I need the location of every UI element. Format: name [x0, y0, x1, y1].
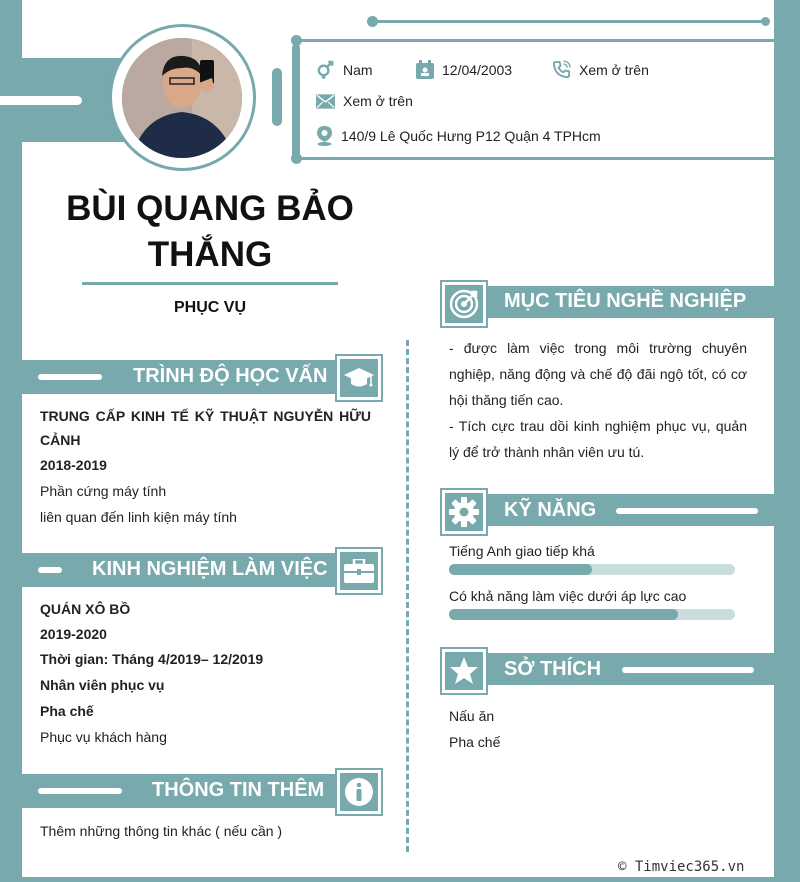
top-line — [372, 20, 766, 23]
contact-gender — [316, 60, 373, 79]
skill-label-2: Có khả năng làm việc dưới áp lực cao — [449, 588, 687, 604]
contact-email — [316, 93, 413, 109]
contact-bottom-line — [296, 157, 774, 160]
calendar-icon — [416, 60, 434, 79]
education-heading: TRÌNH ĐỘ HỌC VẤN — [133, 365, 328, 387]
contact-phone — [552, 60, 649, 79]
contact-side-bar — [292, 44, 300, 158]
education-school: TRUNG CẤP KINH TẾ KỸ THUẬT NGUYỄN HỮU CẢNH — [40, 408, 371, 448]
education-content — [40, 404, 371, 530]
skill-bar-fill-2 — [449, 609, 678, 620]
experience-role-1: Nhân viên phục vụ — [40, 677, 165, 693]
experience-role-2: Pha chế — [40, 703, 94, 719]
hobby-item: Nấu ăn — [449, 708, 495, 724]
address-value: 140/9 Lê Quốc Hưng P12 Quận 4 TPHcm — [341, 128, 601, 144]
hobbies-heading: SỞ THÍCH — [504, 658, 602, 680]
star-icon — [449, 656, 479, 686]
top-line-dot — [367, 16, 378, 27]
objective-icon-box — [442, 282, 486, 326]
gender-icon — [316, 60, 335, 79]
skill-bar-2 — [449, 609, 735, 620]
job-title: PHỤC VỤ — [173, 299, 246, 316]
education-header-line — [38, 374, 102, 380]
gender-value: Nam — [343, 61, 373, 78]
objective-text-2: - Tích cực trau dồi kinh nghiệm phục vụ, quản lý để trở thành nhân viên ưu tú. — [449, 418, 747, 460]
top-line-end-dot — [761, 17, 770, 26]
skills-heading: KỸ NĂNG — [504, 499, 597, 521]
experience-period: 2019-2020 — [40, 626, 107, 642]
right-frame-bar — [774, 0, 800, 882]
experience-desc: Phục vụ khách hàng — [40, 729, 167, 745]
skills-header-line — [616, 508, 758, 514]
watermark: © Timviec365.vn — [618, 859, 745, 875]
hobbies-icon-box — [442, 649, 486, 693]
contact-birthday — [416, 60, 512, 79]
contact-address — [316, 126, 601, 146]
skill-label-1: Tiếng Anh giao tiếp khá — [449, 543, 595, 559]
hobbies-header-line — [622, 667, 754, 673]
extra-text: Thêm những thông tin khác ( nếu cần ) — [40, 823, 283, 839]
contact-top-dot — [291, 35, 302, 46]
column-divider — [406, 340, 409, 852]
contact-top-line — [296, 39, 774, 42]
info-icon — [344, 777, 374, 807]
phone-value: Xem ở trên — [579, 61, 649, 78]
extra-icon-box — [337, 770, 381, 814]
education-icon-box — [337, 356, 381, 400]
education-major: Phần cứng máy tính — [40, 483, 167, 499]
education-period: 2018-2019 — [40, 457, 107, 473]
experience-time: Thời gian: Tháng 4/2019– 12/2019 — [40, 651, 264, 667]
hobby-item: Pha chế — [449, 734, 501, 750]
full-name — [40, 186, 380, 278]
contact-bottom-dot — [291, 153, 302, 164]
birthday-value: 12/04/2003 — [442, 61, 513, 78]
experience-content — [40, 597, 371, 749]
briefcase-icon — [344, 559, 374, 583]
gear-icon — [449, 497, 479, 527]
bottom-frame-bar — [0, 877, 800, 882]
email-value: Xem ở trên — [343, 93, 413, 109]
experience-company: QUÁN XÔ BỒ — [40, 601, 131, 617]
header-band-line — [0, 96, 82, 105]
experience-heading: KINH NGHIỆM LÀM VIỆC — [92, 558, 328, 580]
target-icon — [449, 289, 479, 319]
skills-icon-box — [442, 490, 486, 534]
objective-text-1: - được làm việc trong môi trường chuyên nghiệp, năng động và chế độ đãi ngộ tốt, có cơ hội thăng tiến cao. — [449, 340, 747, 408]
experience-icon-box — [337, 549, 381, 593]
objective-heading: MỤC TIÊU NGHỀ NGHIỆP — [504, 290, 747, 312]
education-desc: liên quan đến linh kiện máy tính — [40, 509, 237, 525]
location-pin-icon — [316, 126, 333, 146]
avatar — [122, 38, 242, 158]
header-divider-pill — [272, 68, 282, 126]
graduation-cap-icon — [344, 366, 374, 390]
objective-content — [449, 335, 747, 465]
phone-icon — [552, 60, 571, 79]
name-underline — [82, 282, 338, 285]
mail-icon — [316, 94, 335, 109]
extra-heading: THÔNG TIN THÊM — [152, 779, 325, 801]
name-line-2: THẮNG — [147, 235, 273, 274]
skill-bar-1 — [449, 564, 735, 575]
experience-header-line — [38, 567, 62, 573]
extra-header-line — [38, 788, 122, 794]
name-line-1: BÙI QUANG BẢO — [66, 189, 354, 228]
hobbies-list — [449, 703, 500, 755]
skill-bar-fill-1 — [449, 564, 592, 575]
